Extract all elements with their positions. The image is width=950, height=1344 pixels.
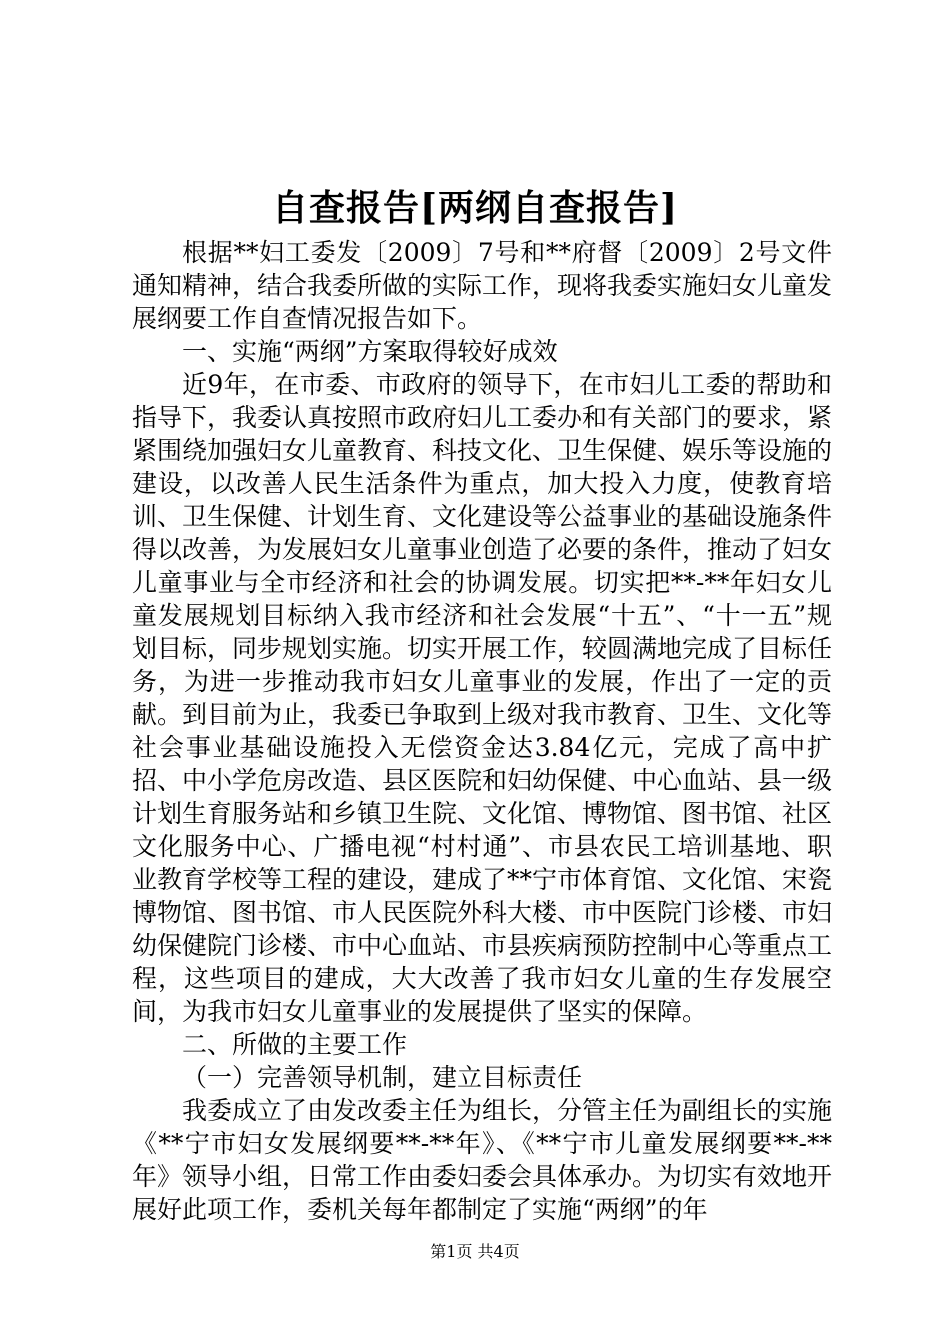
section-heading-1: 一、实施“两纲”方案取得较好成效	[182, 337, 558, 366]
achievements-paragraph: 近9年，在市委、市政府的领导下，在市妇儿工委的帮助和指导下，我委认真按照市政府妇儿工委办和有关部门的要求，紧紧围绕加强妇女儿童教育、科技文化、卫生保健、娱乐等设施的建设，以改善人民生活条件为重点，加大投入力度，使教育培训、卫生保健、计划生育、文化建设等公益事业的基础设施条件得以改善，为发展妇女儿童事业创造了必要的条件，推动了妇女儿童事业与全市经济和社会的协调发展。切实把**-**年妇女儿童发展规划目标纳入我市经济和社会发展“十五”、“十一五”规划目标，同步规划实施。切实开展工作，较圆满地完成了目标任务，为进一步推动我市妇女儿童事业的发展，作出了一定的贡献。到目前为止，我委已争取到上级对我市教育、卫生、文化等社会事业基础设施投入无偿资金达3.84亿元，完成了高中扩招、中小学危房改造、县区医院和妇幼保健、中心血站、县一级计划生育服务站和乡镇卫生院、文化馆、博物馆、图书馆、社区文化服务中心、广播电视“村村通”、市县农民工培训基地、职业教育学校等工程的建设，建成了**宁市体育馆、文化馆、宋瓷博物馆、图书馆、市人民医院外科大楼、市中医院门诊楼、市妇幼保健院门诊楼、市中心血站、市县疾病预防控制中心等重点工程，这些项目的建成，大大改善了我市妇女儿童的生存发展空间，为我市妇女儿童事业的发展提供了坚实的保障。	[132, 370, 833, 1026]
page-number-footer: 第1页 共4页	[430, 1242, 520, 1261]
document-title: 自查报告[两纲自查报告]	[271, 187, 679, 229]
section-heading-2: 二、所做的主要工作	[182, 1030, 408, 1059]
leadership-paragraph: 我委成立了由发改委主任为组长，分管主任为副组长的实施《**宁市妇女发展纲要**-**年》、《**宁市儿童发展纲要**-**年》领导小组，日常工作由委妇委会具体承办。为切实有效地开展好此项工作，委机关每年都制定了实施“两纲”的年	[132, 1096, 833, 1224]
intro-paragraph: 根据**妇工委发〔2009〕7号和**府督〔2009〕2号文件通知精神，结合我委所做的实际工作，现将我委实施妇女儿童发展纲要工作自查情况报告如下。	[132, 238, 833, 333]
document-body	[132, 236, 832, 1226]
subsection-heading-1: （一）完善领导机制，建立目标责任	[182, 1063, 583, 1092]
